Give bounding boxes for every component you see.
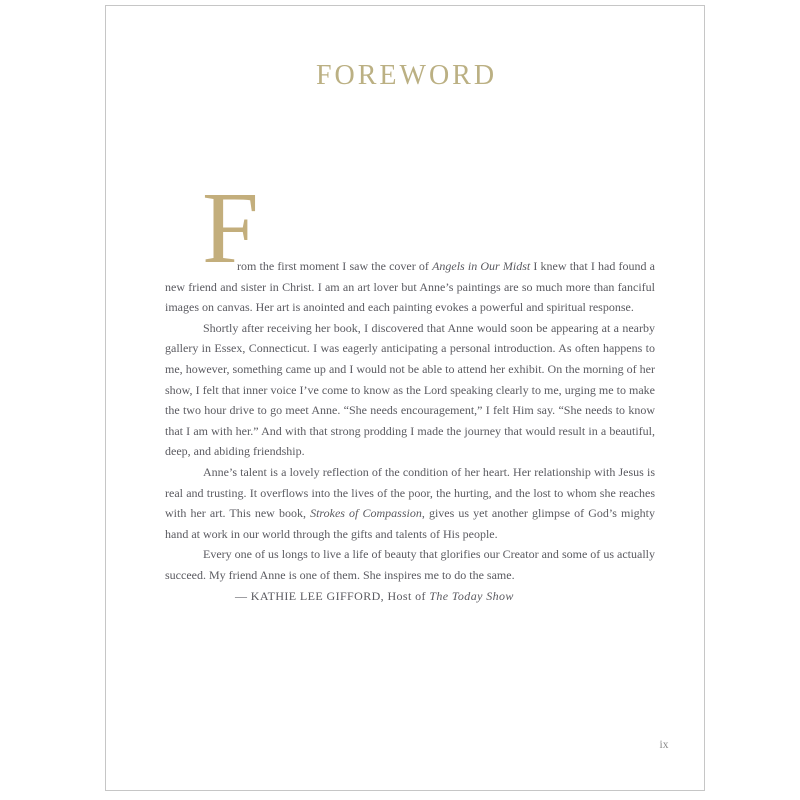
text-run: — KATHIE LEE GIFFORD, Host of: [235, 588, 430, 603]
page-number: ix: [659, 739, 669, 751]
foreword-paragraph-4: [165, 544, 655, 585]
foreword-title: FOREWORD: [315, 60, 498, 91]
text-run: Shortly after receiving her book, I discovered that Anne would soon be appearing at a nearby gallery in Essex, Connecticut. I was eagerly anticipating a personal introduction. As often happens to me, however, something came up and I would not be able to attend her exhibit. On the morning of her show, I felt that inner voice I’ve come to know as the Lord speaking clearly to me, urging me to make the two hour drive to go meet Anne. “She needs encouragement,” I felt Him say. “She needs to know that I am with her.” And with that strong prodding I made the journey that would result in a beautiful, deep, and abiding friendship.: [165, 320, 655, 459]
foreword-paragraph-3: [165, 462, 655, 544]
text-run: Anne’s talent is a lovely reflection of the condition of her heart. Her relationship with Jesus is real and trusting. It overflows into the lives of the poor, the hurting, and the lost to whom she reaches with her art. This new book,: [165, 464, 655, 521]
foreword-paragraph-1: [165, 256, 655, 318]
attribution-line: [165, 586, 655, 607]
drop-cap: F: [202, 172, 259, 285]
foreword-paragraph-2: [165, 318, 655, 462]
italic-text: Strokes of Compassion: [310, 506, 422, 521]
text-run: rom the first moment I saw the cover of: [237, 259, 433, 273]
foreword-body: [165, 256, 655, 606]
text-run: I knew that I had found a new friend and sister in Christ. I am an art lover but Anne’s paintings are so much more than fanciful images on canvas. Her art is anointed and each painting evokes a powerful and spiritual response.: [165, 259, 655, 315]
italic-text: The Today Show: [429, 588, 514, 603]
book-page: [105, 5, 705, 791]
text-run: , gives us yet another glimpse of God’s mighty hand at work in our world through the gifts and talents of His people.: [165, 506, 656, 541]
text-run: Every one of us longs to live a life of beauty that glorifies our Creator and some of us actually succeed. My friend Anne is one of them. She inspires me to do the same.: [165, 547, 655, 582]
italic-text: Angels in Our Midst: [432, 259, 531, 273]
